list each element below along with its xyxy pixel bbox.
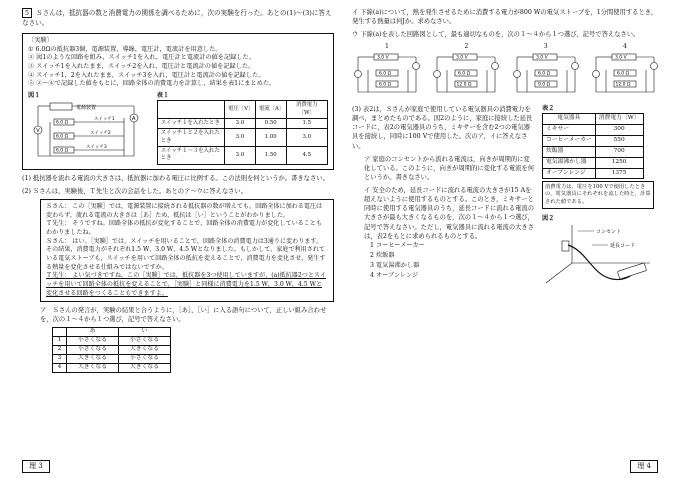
svg-text:6.0 Ω: 6.0 Ω: [616, 71, 630, 77]
circuit-choice-4: [590, 43, 660, 99]
ammeter-icon: [413, 62, 420, 69]
choice-number: 4: [623, 43, 627, 51]
table-2: 電気器具 消費電力〔W〕 ミキサー 300 コーヒーメーカー 550 炊飯器 700 電気湯沸かし器 1250 オーブンレンジ 1375: [542, 113, 644, 179]
question-1: (1) 抵抗器を流れる電流の大きさは，抵抗器に加わる電圧に比例する。この法則を何というか。書きなさい。: [22, 174, 329, 182]
question-i: イ 下線(a)について，熱を発生させるために消費する電力が800 Wの電気ストーブを，1分間使用するとき，発生する熱量は何Jか。求めなさい。: [352, 9, 658, 26]
table-row: ミキサー 300: [543, 125, 644, 136]
q3-figure-col: [542, 105, 654, 296]
experiment-step: ⑤ ②〜④で記録した値をもとに，回路全体の消費電力を計算し，結果を表1にまとめた。: [28, 80, 276, 88]
question-number: 5: [22, 8, 32, 18]
table-row: スイッチ１を入れたとき 3.0 0.50 1.5: [157, 119, 327, 129]
table-row: 4 大きくなる 大きくなる: [53, 364, 171, 373]
table-row: 1 小さくなる 小さくなる: [53, 337, 171, 346]
table-row: オーブンレンジ 1375: [543, 168, 644, 179]
experiment-step: ④ スイッチ1，2を入れたまま，スイッチ3を入れ，電圧計と電流計の値を記録した。: [28, 71, 265, 79]
experiment-step: ② 図1のような回路を組み，スイッチ1を入れ，電圧計と電流計の値を記録した。: [28, 54, 255, 62]
experiment-box: [22, 33, 334, 170]
circuit-diagram: [431, 52, 501, 96]
table-row: スイッチ１と２を入れたとき 3.0 1.00 3.0: [157, 129, 327, 147]
circuit-choice-2: [431, 43, 501, 99]
page-footer-right: [630, 460, 658, 473]
outlet-label: コンセント: [596, 229, 622, 236]
table-1-label: 表１: [156, 92, 170, 100]
svg-text:3.0 V: 3.0 V: [456, 55, 468, 61]
svg-text:6.0 Ω: 6.0 Ω: [379, 71, 392, 77]
table-row: 3 大きくなる 小さくなる: [53, 355, 171, 364]
table-header: 電圧〔V〕: [225, 101, 256, 119]
table-2-note: 消費電力は，電圧を100 Vで使用したときの，電気器具にそれぞれを流した時と，計算された値である。: [542, 181, 654, 208]
resistor-label: 6.0 Ω: [56, 120, 69, 126]
figure-2-drawing: [542, 223, 652, 293]
svg-text:9.0 Ω: 9.0 Ω: [537, 82, 550, 88]
question-a: ア Ｓさんの発言が，実験の結果と合うように，［あ］，［い］に入る語句について，正しい組み合わせを，次の１〜４から１つ選び，記号で答えなさい。: [40, 307, 327, 324]
page-footer-left: [22, 460, 50, 473]
circuit-choices: [352, 43, 660, 99]
q3-text-col: [352, 105, 534, 296]
svg-text:12.0 Ω: 12.0 Ω: [615, 82, 631, 88]
table-row: 2 小さくなる 大きくなる: [53, 346, 171, 355]
table-row: スイッチ１〜３を入れたとき 3.0 1.50 4.5: [157, 146, 327, 164]
ammeter-icon: [650, 62, 657, 69]
figure-1-circuit: [28, 100, 146, 162]
power-supply-icon: [50, 103, 72, 110]
dialog-line: Ｔ先生： そうですね。回路全体の抵抗が変化することで，回路全体の消費電力が変化していることもわかりましたね。: [46, 220, 323, 237]
choice-number: 1: [385, 43, 389, 51]
table-1: [157, 100, 328, 164]
question-2: (2) Ｓさんは，実験後，Ｔ先生と次の会話をした。あとのア〜ウに答えなさい。: [22, 187, 248, 195]
experiment-step: ① 6.0Ωの抵抗器3個，電源装置，導線，電圧計，電流計を用意した。: [28, 45, 222, 53]
right-page: [352, 8, 660, 296]
experiment-title: 〔実験〕: [28, 37, 53, 45]
voltmeter-icon: [355, 70, 362, 77]
dialog-line: Ｔ先生： よい気づきですね。この［実験］では，抵抗器を3つ使用していますが，(a)抵抗器2つとスイッチを用いて回路全体の抵抗を変えることで，［実験］と同様に消費電力を1.5 W，3.0 W，4.5 Wと変化させる回路をつくることもできますよ。: [46, 272, 326, 297]
circuit-choice-1: [352, 43, 422, 99]
dialog-line: Ｓさん： この［実験］では，電源装置に接続される抵抗器の数が増えても，回路全体に加わる電圧は変わらず，流れる電流の大きさは［あ］ため，抵抗は［い］ということがわかりました。: [46, 203, 323, 219]
svg-text:3.0 V: 3.0 V: [614, 55, 627, 61]
choice-item: 2 炊飯器: [370, 251, 395, 259]
question-u: ウ 下線(a)を表した回路図として，最も適切なものを，次の１〜４から１つ選び，記号で答えなさい。: [352, 31, 640, 39]
choice-list: [352, 241, 534, 281]
q3-row: [352, 105, 660, 296]
switch-2-label: スイッチ2: [90, 131, 111, 137]
figure-1: [28, 92, 149, 166]
power-supply-label: 電源装置: [76, 105, 97, 112]
question-3: (3) 表2は，Ｓさんが家庭で使用している電気器具の消費電力を調べ，まとめたものである。図2のように，家庭に接続した延長コードに，表2の電気器具のうち，ミキサーを含む2つの電気器具を接続し，同時に100 Vで使用した。次のア，イに答えなさい。: [352, 106, 533, 150]
table-row: コーヒーメーカー 550: [543, 136, 644, 147]
circuit-diagram: [511, 52, 581, 96]
circuit-diagram: [590, 52, 660, 96]
svg-text:6.0 Ω: 6.0 Ω: [537, 71, 550, 77]
table-header: 電流〔A〕: [255, 101, 286, 119]
figure-1-label: 図１: [28, 92, 41, 100]
page-number: 理 3: [22, 460, 50, 473]
power-strip-icon: [617, 263, 646, 279]
cord-label: 延長コード: [610, 243, 636, 250]
ammeter-icon: [571, 62, 578, 69]
circuit-diagram: [352, 52, 422, 96]
svg-text:3.0 V: 3.0 V: [377, 55, 389, 61]
circuit-choice-3: [511, 43, 581, 99]
question-3a: ア 家庭のコンセントから流れる電流は，向きが周期的に変化している。このように，向きが周期的に変化する電流を何というか。書きなさい。: [364, 155, 535, 181]
dialog-line: Ｓさん： はい。［実験］では，スイッチを用いることで，回路全体の消費電力は3通りに変わります。その結果，消費電力がそれぞれ1.5 W，3.0 W，4.5 Wとなりました。もしかして，家庭で利用されている電気ストーブも，スイッチを用いて回路全体の抵抗を変えることで，消費電力を変化させ，発生する熱量を変化させる仕組みではないですか。: [46, 237, 326, 271]
voltmeter-icon: [592, 70, 599, 77]
resistor-label: 6.0 Ω: [56, 134, 69, 140]
left-page: [22, 8, 334, 373]
svg-text:12.0 Ω: 12.0 Ω: [456, 82, 472, 88]
choice-item: 4 オーブンレンジ: [370, 271, 419, 279]
table-header: [157, 101, 224, 119]
table-header: 消費電力〔W〕: [286, 101, 327, 119]
answer-table: あ い 1 小さくなる 小さくなる 2 小さくなる 大きくなる 3 大きくなる 小さくなる 4 大きくなる 大きくなる: [52, 327, 171, 373]
choice-number: 3: [543, 43, 548, 51]
experiment-step: ③ スイッチ1を入れたまま，スイッチ2を入れ，電圧計と電流計の値を記録した。: [28, 63, 255, 71]
table-2-label: 表２: [542, 105, 555, 113]
voltmeter-icon: [434, 70, 441, 77]
ammeter-label: A: [132, 116, 136, 123]
question-5-intro: 5 Ｓさんは，抵抗器の数と消費電力の関係を調べるために，次の実験を行った。あとの(1)〜(3)に答えなさい。: [22, 9, 332, 27]
choice-item: 1 コーヒーメーカー: [370, 241, 425, 249]
figure-row: [28, 92, 328, 166]
table-row: 炊飯器 700: [543, 146, 644, 157]
ammeter-icon: [492, 62, 499, 69]
resistor-label: 6.0 Ω: [56, 148, 69, 154]
choice-number: 2: [464, 43, 469, 51]
table-1-block: [157, 92, 328, 166]
svg-text:6.0 Ω: 6.0 Ω: [379, 82, 392, 88]
switch-3-label: スイッチ3: [86, 145, 107, 151]
table-row: 電気湯沸かし器 1250: [543, 157, 644, 168]
voltmeter-icon: [513, 70, 520, 77]
choice-item: 3 電気湯沸かし器: [370, 261, 420, 269]
switch-1-label: スイッチ1: [94, 117, 115, 123]
voltmeter-label: V: [36, 128, 40, 135]
outlet-icon: [562, 241, 569, 251]
svg-text:6.0 Ω: 6.0 Ω: [458, 71, 471, 77]
question-3b: イ 安全のため，延長コードに流れる電流の大きさが15 Aを超えないように使用するものとする。このとき，ミキサーと同時に使用する電気器具のうち，延長コードに流れる電流の大きさが最も大きくなるものを，次の１〜４から１つ選び，記号で答えなさい。ただし，電気器具に流れる電流の大きさは，表2をもとに求められるものとする。: [364, 187, 535, 240]
page-number: 理 4: [630, 460, 658, 473]
dialog-box: [40, 199, 334, 302]
figure-2-label: 図２: [542, 214, 555, 222]
svg-text:3.0 V: 3.0 V: [535, 55, 548, 61]
